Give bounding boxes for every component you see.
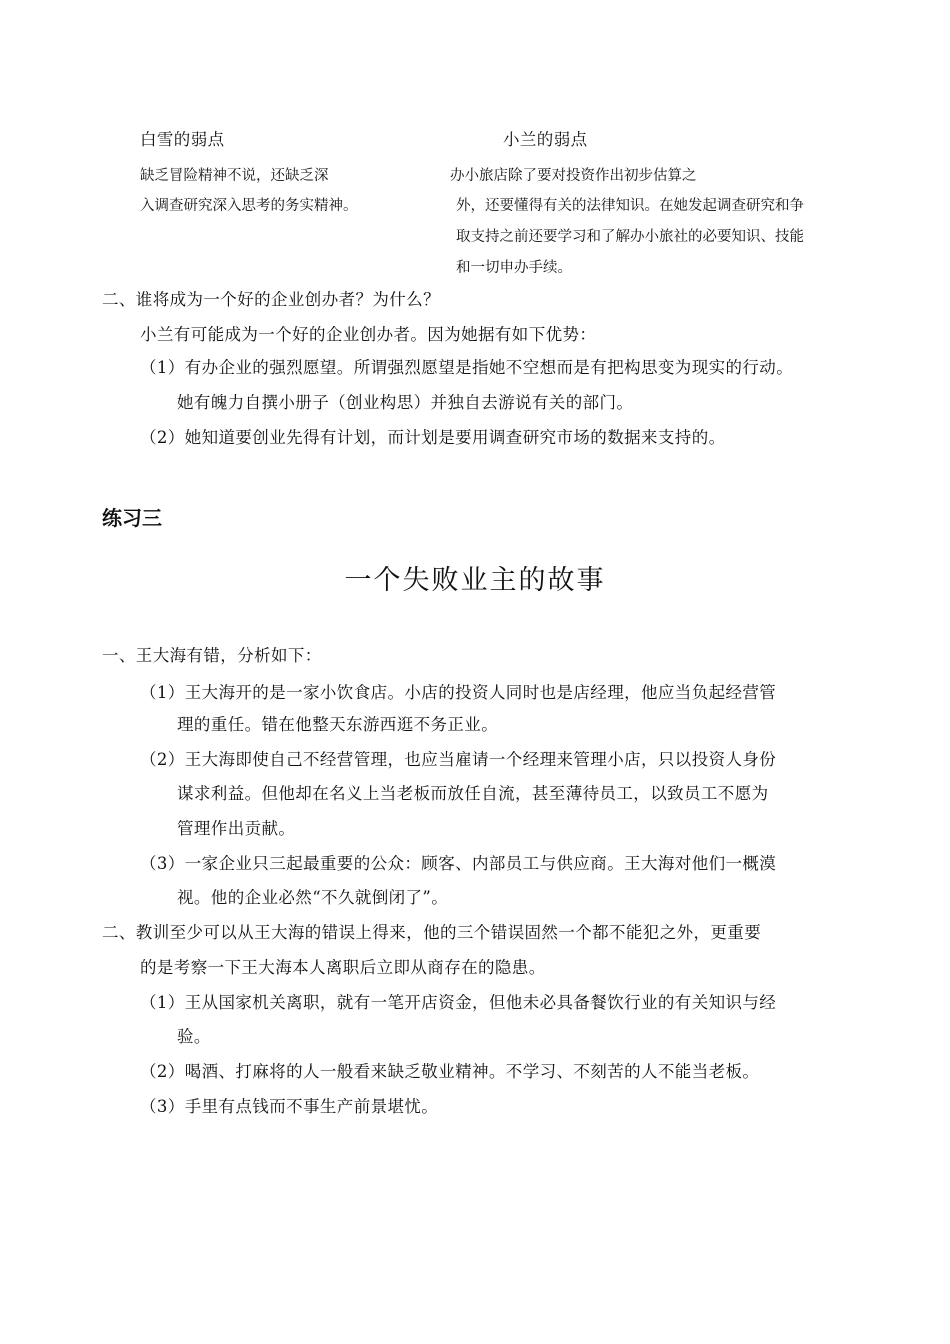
part1-item-3-line1: （3）一家企业只三起最重要的公众：顾客、内部员工与供应商。王大海对他们一概漠 [140,854,777,873]
part2-item-2-line1: （2）喝酒、打麻将的人一般看来缺乏敬业精神。不学习、不刻苦的人不能当老板。 [140,1062,760,1081]
part2-intro-line1: 二、教训至少可以从王大海的错误上得来，他的三个错误固然一个都不能犯之外，更重要 [102,923,762,942]
baixue-weakness-header: 白雪的弱点 [140,130,225,149]
section2-item-1-line1: （1）有办企业的强烈愿望。所谓强烈愿望是指她不空想而是有把构思变为现实的行动。 [140,358,794,377]
section2-answer: 小兰有可能成为一个好的企业创办者。因为她据有如下优势： [140,325,597,344]
part2-item-3-line1: （3）手里有点钱而不事生产前景堪忧。 [140,1097,439,1116]
part1-item-1-line1: （1）王大海开的是一家小饮食店。小店的投资人同时也是店经理，他应当负起经营管 [140,683,777,702]
section2-item-2-line1: （2）她知道要创业先得有计划，而计划是要用调查研究市场的数据来支持的。 [140,428,726,447]
part1-item-2-line2: 谋求利益。但他却在名义上当老板而放任自流，甚至薄待员工，以致员工不愿为 [177,784,769,803]
story-title: 一个失败业主的故事 [344,565,606,596]
baixue-weakness-line: 入调查研究深入思考的务实精神。 [140,198,358,214]
part2-item-1-line2: 验。 [177,1027,211,1046]
xiaolan-weakness-header: 小兰的弱点 [503,130,588,149]
part2-item-1-line1: （1）王从国家机关离职，就有一笔开店资金，但他未必具备餐饮行业的有关知识与经 [140,993,777,1012]
xiaolan-weakness-line: 取支持之前还要学习和了解办小旅社的必要知识、技能 [456,229,804,245]
part1-intro: 一、王大海有错，分析如下： [102,646,322,665]
section2-question: 二、谁将成为一个好的企业创办者？为什么？ [102,290,440,309]
part1-item-2-line3: 管理作出贡献。 [177,819,296,838]
part1-item-2-line1: （2）王大海即使自己不经营管理，也应当雇请一个经理来管理小店，只以投资人身份 [140,750,777,769]
part1-item-1-line2: 理的重任。错在他整天东游西逛不务正业。 [177,715,499,734]
part1-item-3-line2: 视。他的企业必然“不久就倒闭了”。 [177,888,449,907]
xiaolan-weakness-line: 和一切申办手续。 [456,260,572,276]
xiaolan-weakness-line: 办小旅店除了要对投资作出初步估算之 [450,168,697,184]
baixue-weakness-line: 缺乏冒险精神不说，还缺乏深 [140,168,329,184]
xiaolan-weakness-line: 外，还要懂得有关的法律知识。在她发起调查研究和争 [456,198,804,214]
exercise-heading: 练习三 [102,506,162,530]
section2-item-1-line2: 她有魄力自撰小册子（创业构思）并独自去游说有关的部门。 [177,393,634,412]
part2-intro-line2: 的是考察一下王大海本人离职后立即从商存在的隐患。 [140,958,546,977]
